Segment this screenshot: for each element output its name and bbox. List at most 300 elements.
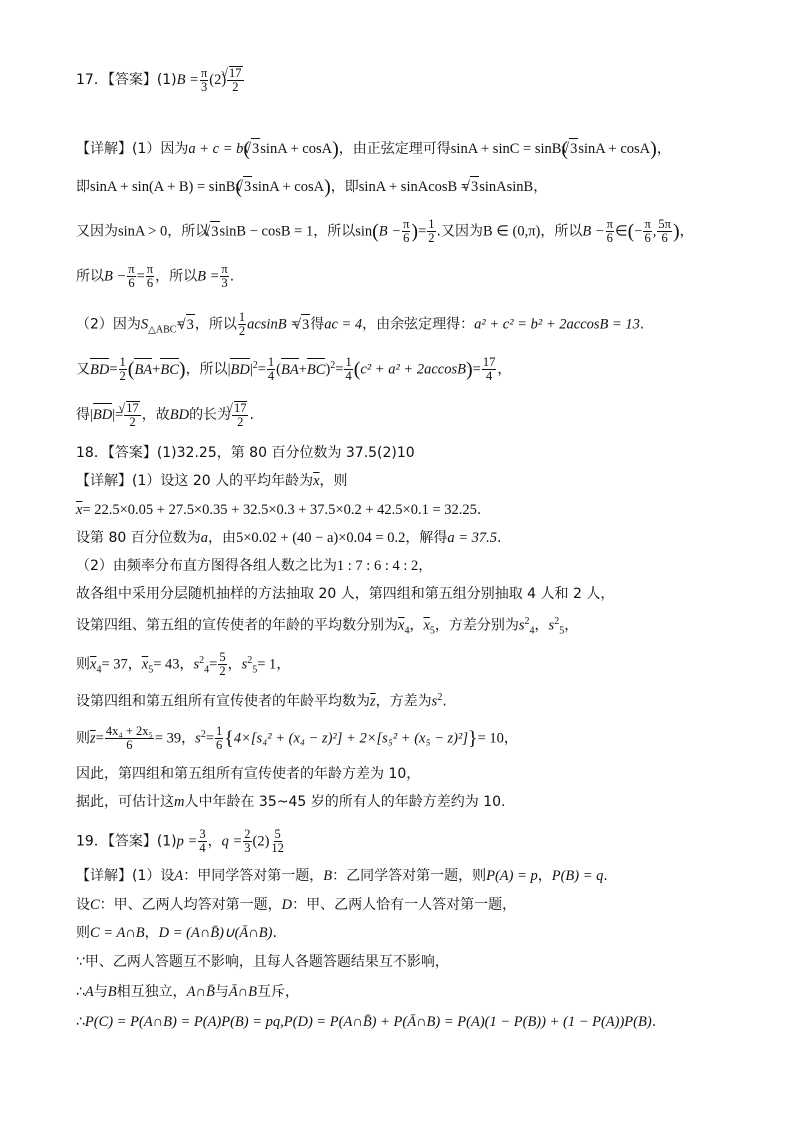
q18-line-5 [76, 584, 614, 604]
frac [215, 725, 223, 752]
num: 1 [238, 310, 246, 324]
q18-answer-line [76, 443, 415, 463]
superscript: 2 [199, 655, 205, 666]
text: 设第四组、第五组的宣传使者的年龄的平均数分别为 [76, 617, 398, 634]
text: ，则 [319, 473, 348, 489]
num: π [403, 217, 410, 231]
math: = 43 [153, 656, 180, 673]
num: 5 [274, 827, 281, 841]
math: $\overline{x}$ [398, 617, 405, 634]
math: C [90, 897, 100, 913]
num: π [128, 262, 135, 276]
text: . [497, 530, 502, 546]
math: s [241, 656, 248, 673]
vector: BD [230, 361, 250, 378]
subscript: 4 [529, 625, 535, 637]
math: sinAsinB [479, 179, 534, 195]
math: = [257, 361, 266, 378]
text: ，解得 [405, 530, 448, 546]
math: $\overline{x}$ [423, 617, 430, 634]
text: 又因为 [76, 223, 118, 240]
text: ， [207, 833, 222, 850]
paren: ( [561, 138, 569, 160]
math: P(A) = p [486, 868, 538, 884]
bar: | [227, 361, 231, 378]
math: Ā∩B [228, 984, 258, 1000]
q18-line-1 [76, 471, 348, 491]
math: P(C) = P(A∩B) = P(A)P(B) = pq [84, 1014, 281, 1030]
math: = [335, 361, 344, 378]
text: ， [537, 868, 552, 884]
math: $\overline{z}$ [370, 693, 376, 710]
sqrt: √ 3 [186, 314, 195, 335]
q18-line-6 [76, 612, 578, 641]
bar: | [90, 407, 93, 423]
text: 互斥， [257, 984, 300, 1000]
q17-ans-eq: B = [176, 72, 199, 88]
math: A [84, 984, 94, 1000]
text: 据此，可估计这 [76, 794, 174, 810]
text: ， [534, 617, 549, 634]
text: .又因为 [436, 223, 483, 240]
q18-line-10 [76, 764, 420, 784]
math: a [200, 530, 208, 546]
text: ， [179, 656, 194, 673]
frac [606, 218, 614, 245]
math: B − [378, 223, 402, 240]
frac [344, 356, 352, 383]
q19-answer-line [76, 828, 286, 855]
text: 所以 [76, 268, 104, 285]
q17-line-6 [76, 356, 511, 383]
subscript: 4 [204, 664, 210, 676]
paren: ( [372, 220, 379, 243]
num: 1 [216, 724, 223, 739]
frac [238, 311, 246, 338]
math: = 1 [257, 656, 277, 673]
math: c² + a² + 2accosB [360, 361, 466, 378]
den: 2 [219, 664, 226, 679]
math: P(D) = P(A∩B̄) + P(Ā∩B) = P(A)(1 − P(B)) + (1 − P(A))P(B) [283, 1014, 652, 1030]
q17-frac-sqrt17-2 [227, 66, 243, 94]
den: 6 [128, 276, 135, 290]
text: ， [276, 656, 291, 673]
math: sinA + cosA [252, 179, 325, 195]
subscript: 4 [404, 625, 410, 637]
text: ， [497, 361, 512, 378]
q17-line-3 [76, 218, 694, 245]
math: = [176, 316, 185, 333]
text: 设第四组和第五组所有宣传使者的年龄平均数为 [76, 693, 370, 710]
text: 【详解】(1）设这 20 人的平均年龄为 [76, 473, 314, 489]
math: $\overline{x}$ [141, 656, 149, 673]
frac [119, 356, 127, 383]
math: sinA + cosA [260, 141, 333, 157]
den: 6 [661, 231, 668, 245]
frac [243, 828, 251, 855]
q17-answer-label: 17．【答案】(1) [76, 72, 177, 88]
paren: ) [411, 220, 419, 243]
text: ， [679, 223, 694, 240]
text: ，即 [330, 179, 359, 195]
math: = 22.5×0.05 + 27.5×0.35 + 32.5×0.3 + 37.5×0.2 + 42.5×0.1 = 32.25 [82, 502, 477, 518]
sqrt: √ 17 [126, 401, 139, 415]
den: 4 [199, 841, 206, 855]
subscript: 5 [148, 664, 154, 676]
num: π [606, 217, 613, 231]
math: = 39 [154, 730, 182, 747]
num: π [200, 65, 208, 80]
text: 得 [310, 316, 325, 333]
subscript: 5 [252, 664, 258, 676]
text: ：乙同学答对第一题，则 [332, 868, 487, 884]
num: π [221, 262, 228, 276]
sqrt: √ 3 [301, 314, 310, 335]
superscript: 2 [554, 616, 560, 627]
subscript: 5 [559, 625, 565, 637]
text: . [651, 1014, 657, 1030]
text: 与 [214, 984, 229, 1000]
brace: { [224, 727, 234, 750]
subscript: △ABC [148, 324, 177, 336]
vector: BA [134, 361, 153, 378]
den: 6 [403, 231, 410, 245]
math: = [115, 407, 124, 423]
math: s [548, 617, 555, 634]
text: ， [533, 179, 548, 195]
text: ， [144, 925, 159, 941]
math: sinB − cosB = 1 [219, 223, 314, 240]
math: $\overline{z}$ [90, 730, 96, 747]
text: 人中年龄在 35~45 岁的所有人的年龄方差约为 10. [184, 794, 506, 810]
num: π [146, 262, 154, 276]
text: 则 [76, 730, 90, 747]
text: ∴ [76, 984, 85, 1000]
frac [657, 218, 672, 245]
frac [643, 218, 651, 245]
text: ：甲、乙两人均答对第一题， [99, 897, 282, 913]
q19-line-6 [76, 1012, 656, 1032]
den: 4 [485, 369, 493, 384]
superscript: 2 [247, 655, 253, 666]
math: , [280, 1014, 284, 1030]
den: 6 [216, 738, 223, 753]
paren: ( [235, 176, 243, 198]
den: 6 [146, 276, 154, 290]
math: sin [355, 223, 373, 240]
brace: } [468, 727, 478, 750]
subscript: 5 [429, 625, 435, 637]
frac [127, 263, 135, 290]
num: 3 [199, 827, 206, 841]
text: ， [656, 141, 671, 157]
q19-line-3 [76, 923, 277, 943]
den: 4 [345, 369, 352, 384]
math: a² + c² = b² + 2accosB = 13 [474, 316, 640, 333]
num: π [644, 217, 651, 231]
q17-answer-line [76, 66, 245, 94]
math: sinA + cosA [578, 141, 651, 157]
subscript: 4 [96, 664, 102, 676]
text: ，所以 [540, 223, 583, 240]
frac [146, 263, 154, 290]
q17-part2-label: (2) [209, 72, 227, 88]
math: + [298, 361, 307, 378]
math: 1 : 7 : 6 : 4 : 2 [336, 558, 419, 574]
frac [232, 401, 248, 429]
math: B − [104, 268, 127, 285]
den: 3 [200, 79, 208, 94]
math: ac = 4 [324, 316, 363, 333]
paren: ( [627, 220, 635, 243]
text: 相互独立， [116, 984, 187, 1000]
frac [220, 263, 228, 290]
math: 4×[s₄² + (x₄ − z)²] + 2×[s₅² + (x₅ − z)²] [233, 730, 468, 747]
text: ， [503, 730, 518, 747]
vector: BA [281, 361, 299, 378]
text: 【详解】(1）因为 [76, 141, 189, 157]
text: . [476, 502, 482, 518]
math: acsinB = [247, 316, 300, 333]
q19-line-2 [76, 895, 516, 915]
q17-line-1 [76, 138, 671, 159]
num: 4x₄ + 2x₅ [105, 724, 153, 739]
den: 6 [126, 738, 133, 753]
superscript: 2 [252, 360, 258, 371]
q19-line-1 [76, 866, 608, 886]
num: 5 [219, 650, 226, 665]
den: 2 [238, 324, 246, 338]
den: 2 [428, 231, 435, 245]
text: ：甲、乙两人恰有一人答对第一题， [292, 897, 517, 913]
math: p = [176, 833, 198, 850]
paren: ) [465, 358, 473, 381]
text: ， [418, 558, 433, 574]
math: s [431, 693, 438, 710]
num: 1 [267, 355, 275, 370]
math: sinA + sinAcosB = [358, 179, 469, 195]
q19-answer-label: 19．【答案】(1) [76, 833, 177, 850]
bar: | [112, 407, 116, 423]
den: 2 [237, 415, 244, 429]
q18-line-9 [76, 725, 518, 752]
text: ， [227, 656, 242, 673]
sqrt: √ 3 [210, 221, 219, 242]
text: 与 [93, 984, 108, 1000]
q18-line-11 [76, 792, 505, 812]
math: sinA > 0 [118, 223, 168, 240]
frac [267, 356, 275, 383]
math: BD [169, 407, 190, 423]
vector: BD [90, 361, 110, 378]
q19-line-4 [76, 952, 449, 972]
math: C = A∩B [90, 925, 145, 941]
den: 6 [606, 231, 613, 245]
math: B [323, 868, 333, 884]
text: ，所以 [313, 223, 356, 240]
text: . [229, 268, 235, 285]
text: ：甲同学答对第一题， [183, 868, 324, 884]
math: B − [582, 223, 605, 240]
paren: ) [672, 220, 680, 243]
paren: ( [243, 138, 251, 160]
math: q = [221, 833, 243, 850]
text: . [442, 693, 447, 710]
den: 3 [244, 841, 251, 855]
math: sinA + sinC = sinB [450, 141, 562, 157]
frac [427, 218, 435, 245]
q18-line-8 [76, 688, 447, 712]
text: . [639, 316, 645, 333]
math: − [634, 223, 643, 240]
text: 得 [76, 407, 90, 423]
math: + [152, 361, 161, 378]
math: $\overline{x}$ [76, 502, 83, 518]
sqrt: √ 3 [243, 176, 252, 197]
math: B = [197, 268, 220, 285]
paren: ( [353, 358, 361, 381]
text: ，方差为 [375, 693, 432, 710]
den: 2 [119, 369, 126, 384]
q17-line-2 [76, 176, 547, 197]
q18-line-2 [76, 500, 481, 520]
paren: ( [127, 358, 135, 381]
math: = [95, 730, 104, 747]
math: a + c = b [188, 141, 244, 157]
text: 即 [76, 179, 90, 195]
text: ， [564, 617, 579, 634]
vector: BC [160, 361, 179, 378]
sqrt: √ 17 [229, 66, 242, 80]
text: 则 [76, 925, 90, 941]
q17-frac-pi-3 [200, 67, 208, 94]
paren: ) [325, 361, 331, 378]
num: 1 [119, 355, 126, 370]
math: = [109, 361, 118, 378]
math: s [195, 730, 201, 747]
math: = [136, 268, 145, 285]
text: ，由余弦定理得： [362, 316, 475, 333]
q17-line-4 [76, 263, 234, 290]
text: （2）由频率分布直方图得各组人数之比为 [76, 558, 337, 574]
q18-line-4 [76, 556, 432, 576]
superscript: 2 [200, 729, 206, 740]
text: ，方差分别为 [434, 617, 519, 634]
den: 4 [267, 369, 275, 384]
math: 5×0.02 + (40 − a)×0.04 = 0.2 [235, 530, 406, 546]
text: ，由正弦定理可得 [338, 141, 451, 157]
text: ，故 [141, 407, 170, 423]
math: = [205, 730, 215, 747]
frac [124, 401, 140, 429]
q18-line-7 [76, 651, 290, 680]
vector: BC [306, 361, 326, 378]
q18-answer-label: 18．【答案】(1)32.25，第 80 百分位数为 37.5(2)10 [76, 445, 415, 461]
text: ， [127, 656, 142, 673]
math: A [174, 868, 184, 884]
superscript: 2 [524, 616, 530, 627]
math: = [418, 223, 427, 240]
q17-line-7 [76, 401, 254, 429]
math: s [518, 617, 525, 634]
math: $\overline{x}$ [313, 473, 320, 489]
q18-line-3 [76, 528, 501, 548]
den: 3 [221, 276, 228, 290]
math: S [140, 316, 149, 333]
den: 12 [271, 841, 284, 855]
math: A∩B̄ [186, 984, 215, 1000]
math: a = 37.5 [447, 530, 497, 546]
text: 的长为 [189, 407, 232, 423]
num: 17 [482, 355, 496, 370]
frac [482, 356, 497, 383]
text: ， [409, 617, 424, 634]
math: = 37 [101, 656, 128, 673]
text: 故各组中采用分层随机抽样的方法抽取 20 人，第四组和第五组分别抽取 4 人和 2 人， [76, 586, 615, 602]
math: B ∈ (0,π) [482, 223, 541, 240]
num: 2 [244, 827, 251, 841]
den: 2 [232, 80, 239, 94]
text: 又 [76, 361, 90, 378]
math: P(B) = q [551, 868, 604, 884]
paren: ) [324, 176, 331, 198]
text: （2）因为 [76, 316, 141, 333]
sqrt: √ 3 [569, 138, 578, 159]
math: = [209, 656, 218, 673]
text: . [249, 407, 254, 423]
text: ∴ [76, 1014, 85, 1030]
den: 2 [129, 415, 136, 429]
den: 6 [644, 231, 651, 245]
paren: ( [276, 361, 281, 378]
frac [402, 218, 410, 245]
text: ，由 [207, 530, 236, 546]
math: , [652, 223, 657, 240]
text: ，所以 [185, 361, 228, 378]
paren: ) [332, 138, 339, 160]
sqrt: √ 3 [470, 176, 479, 197]
math: $\overline{x}$ [90, 656, 97, 673]
text: ，所以 [194, 316, 237, 333]
text: . [272, 925, 277, 941]
math: m [174, 794, 185, 810]
math: B [107, 984, 117, 1000]
math: sinA + sin(A + B) = sinB [90, 179, 236, 195]
text: ， [181, 730, 196, 747]
math: ∈ [614, 223, 628, 240]
text: . [603, 868, 608, 884]
text: ∵甲、乙两人答题互不影响，且每人各题答题结果互不影响， [76, 954, 449, 970]
bar: | [249, 361, 253, 378]
frac [105, 725, 154, 752]
superscript: 2 [330, 360, 336, 371]
text: ，所以 [155, 268, 198, 285]
q19-line-5 [76, 982, 299, 1002]
frac [218, 651, 226, 678]
text: 因此，第四组和第五组所有宣传使者的年龄方差为 10， [76, 766, 421, 782]
math: (2) [252, 833, 270, 850]
text: 则 [76, 656, 90, 673]
math: D [281, 897, 293, 913]
superscript: 2 [437, 692, 443, 703]
frac [270, 828, 285, 855]
sqrt: √ 3 [251, 138, 260, 159]
math: D = (A∩B̄)∪(Ā∩B) [158, 925, 273, 941]
sqrt: √ 17 [234, 401, 247, 415]
paren: ) [650, 138, 657, 160]
text: ，所以 [167, 223, 210, 240]
math: = [472, 361, 481, 378]
